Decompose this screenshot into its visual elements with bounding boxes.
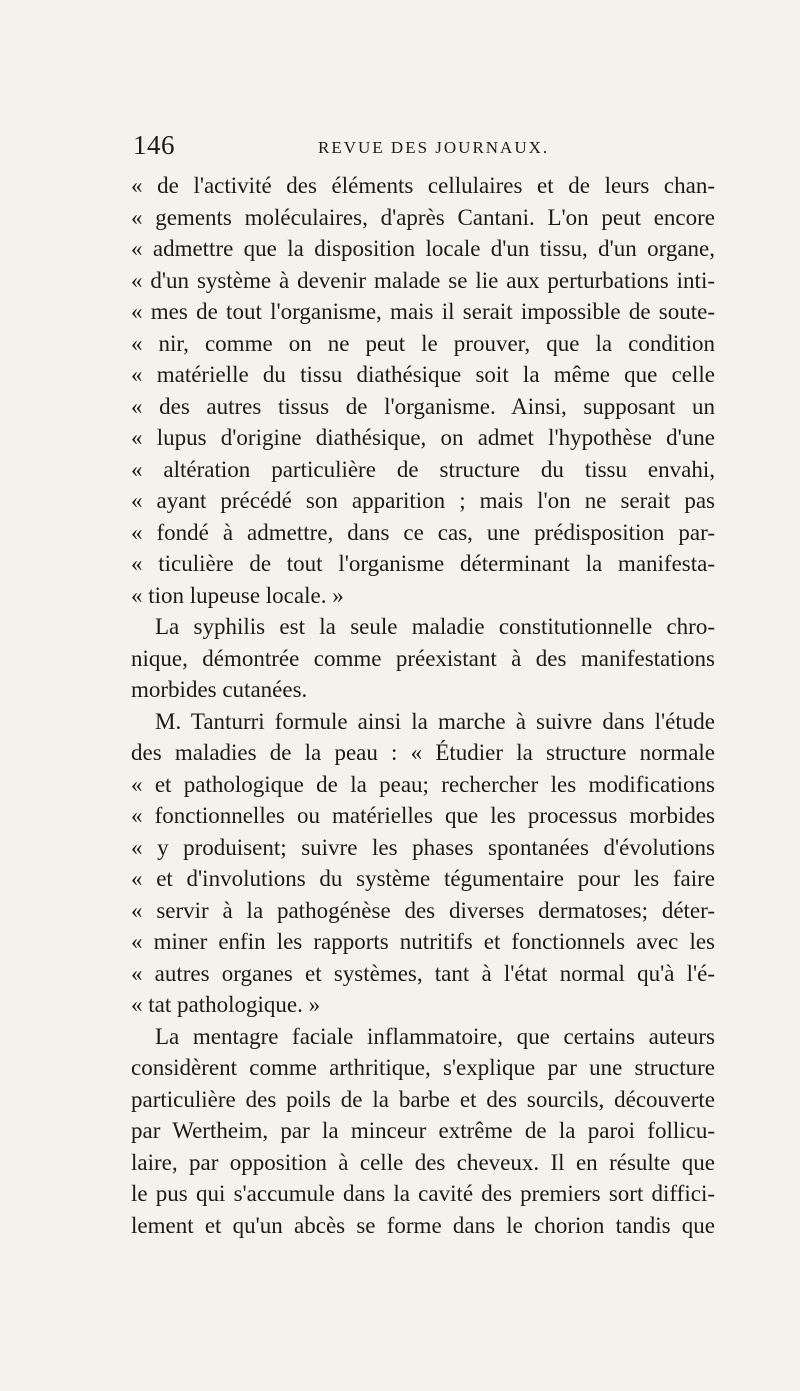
page-header xyxy=(133,130,713,166)
text-line: « y produisent; suivre les phases spontanées d'évolutions xyxy=(131,834,715,860)
paragraph-start-line: La syphilis est la seule maladie constitutionnelle chro- xyxy=(155,614,715,639)
text-line: considèrent comme arthritique, s'explique par une structure xyxy=(131,1055,715,1080)
text-line: « servir à la pathogénèse des diverses dermatoses; déter- xyxy=(131,897,715,923)
text-line: « admettre que la disposition locale d'un tissu, d'un organe, xyxy=(131,236,715,261)
text-line: « d'un système à devenir malade se lie aux perturbations inti- xyxy=(131,267,715,293)
text-line: « et pathologique de la peau; rechercher les modifications xyxy=(131,771,715,797)
text-line: « fonctionnelles ou matérielles que les processus morbides xyxy=(131,803,715,828)
text-line: des maladies de la peau : « Étudier la structure normale xyxy=(131,740,715,765)
text-line: « lupus d'origine diathésique, on admet l'hypothèse d'une xyxy=(131,425,715,450)
text-line: particulière des poils de la barbe et des sourcils, découverte xyxy=(131,1086,715,1112)
text-line: « ayant précédé son apparition ; mais l'on ne serait pas xyxy=(131,488,715,513)
paragraph-start-line: La mentagre faciale inflammatoire, que certains auteurs xyxy=(155,1023,715,1049)
text-line: « ticulière de tout l'organisme déterminant la manifesta- xyxy=(131,551,715,576)
text-line: morbides cutanées. xyxy=(131,677,308,702)
text-line: « et d'involutions du système tégumentaire pour les faire xyxy=(131,866,715,891)
body-text xyxy=(131,170,715,1241)
text-line: le pus qui s'accumule dans la cavité des premiers sort diffici- xyxy=(131,1181,715,1206)
paragraph-start-line: M. Tanturri formule ainsi la marche à suivre dans l'étude xyxy=(155,708,715,734)
text-line: « matérielle du tissu diathésique soit la même que celle xyxy=(131,362,715,387)
text-line: « tion lupeuse locale. » xyxy=(131,582,344,608)
text-line: laire, par opposition à celle des cheveux. Il en résulte que xyxy=(131,1149,715,1175)
text-line: par Wertheim, par la minceur extrême de la paroi follicu- xyxy=(131,1118,715,1143)
text-line: « tat pathologique. » xyxy=(131,992,321,1017)
text-line: « fondé à admettre, dans ce cas, une prédisposition par- xyxy=(131,519,715,545)
text-line: lement et qu'un abcès se forme dans le chorion tandis que xyxy=(131,1212,715,1238)
text-line: « miner enfin les rapports nutritifs et fonctionnels avec les xyxy=(131,929,715,954)
text-line: « nir, comme on ne peut le prouver, que la condition xyxy=(131,330,715,356)
text-line: « de l'activité des éléments cellulaires et de leurs chan- xyxy=(131,173,715,198)
text-line: « gements moléculaires, d'après Cantani. L'on peut encore xyxy=(131,204,715,230)
text-line: « des autres tissus de l'organisme. Ainsi, supposant un xyxy=(131,393,715,419)
running-title: REVUE DES JOURNAUX. xyxy=(318,138,550,157)
text-line: « autres organes et systèmes, tant à l'état normal qu'à l'é- xyxy=(131,960,715,986)
text-line: nique, démontrée comme préexistant à des manifestations xyxy=(131,645,715,671)
text-line: « mes de tout l'organisme, mais il serait impossible de soute- xyxy=(131,299,715,324)
page-number: 146 xyxy=(133,130,175,160)
text-line: « altération particulière de structure du tissu envahi, xyxy=(131,456,715,482)
